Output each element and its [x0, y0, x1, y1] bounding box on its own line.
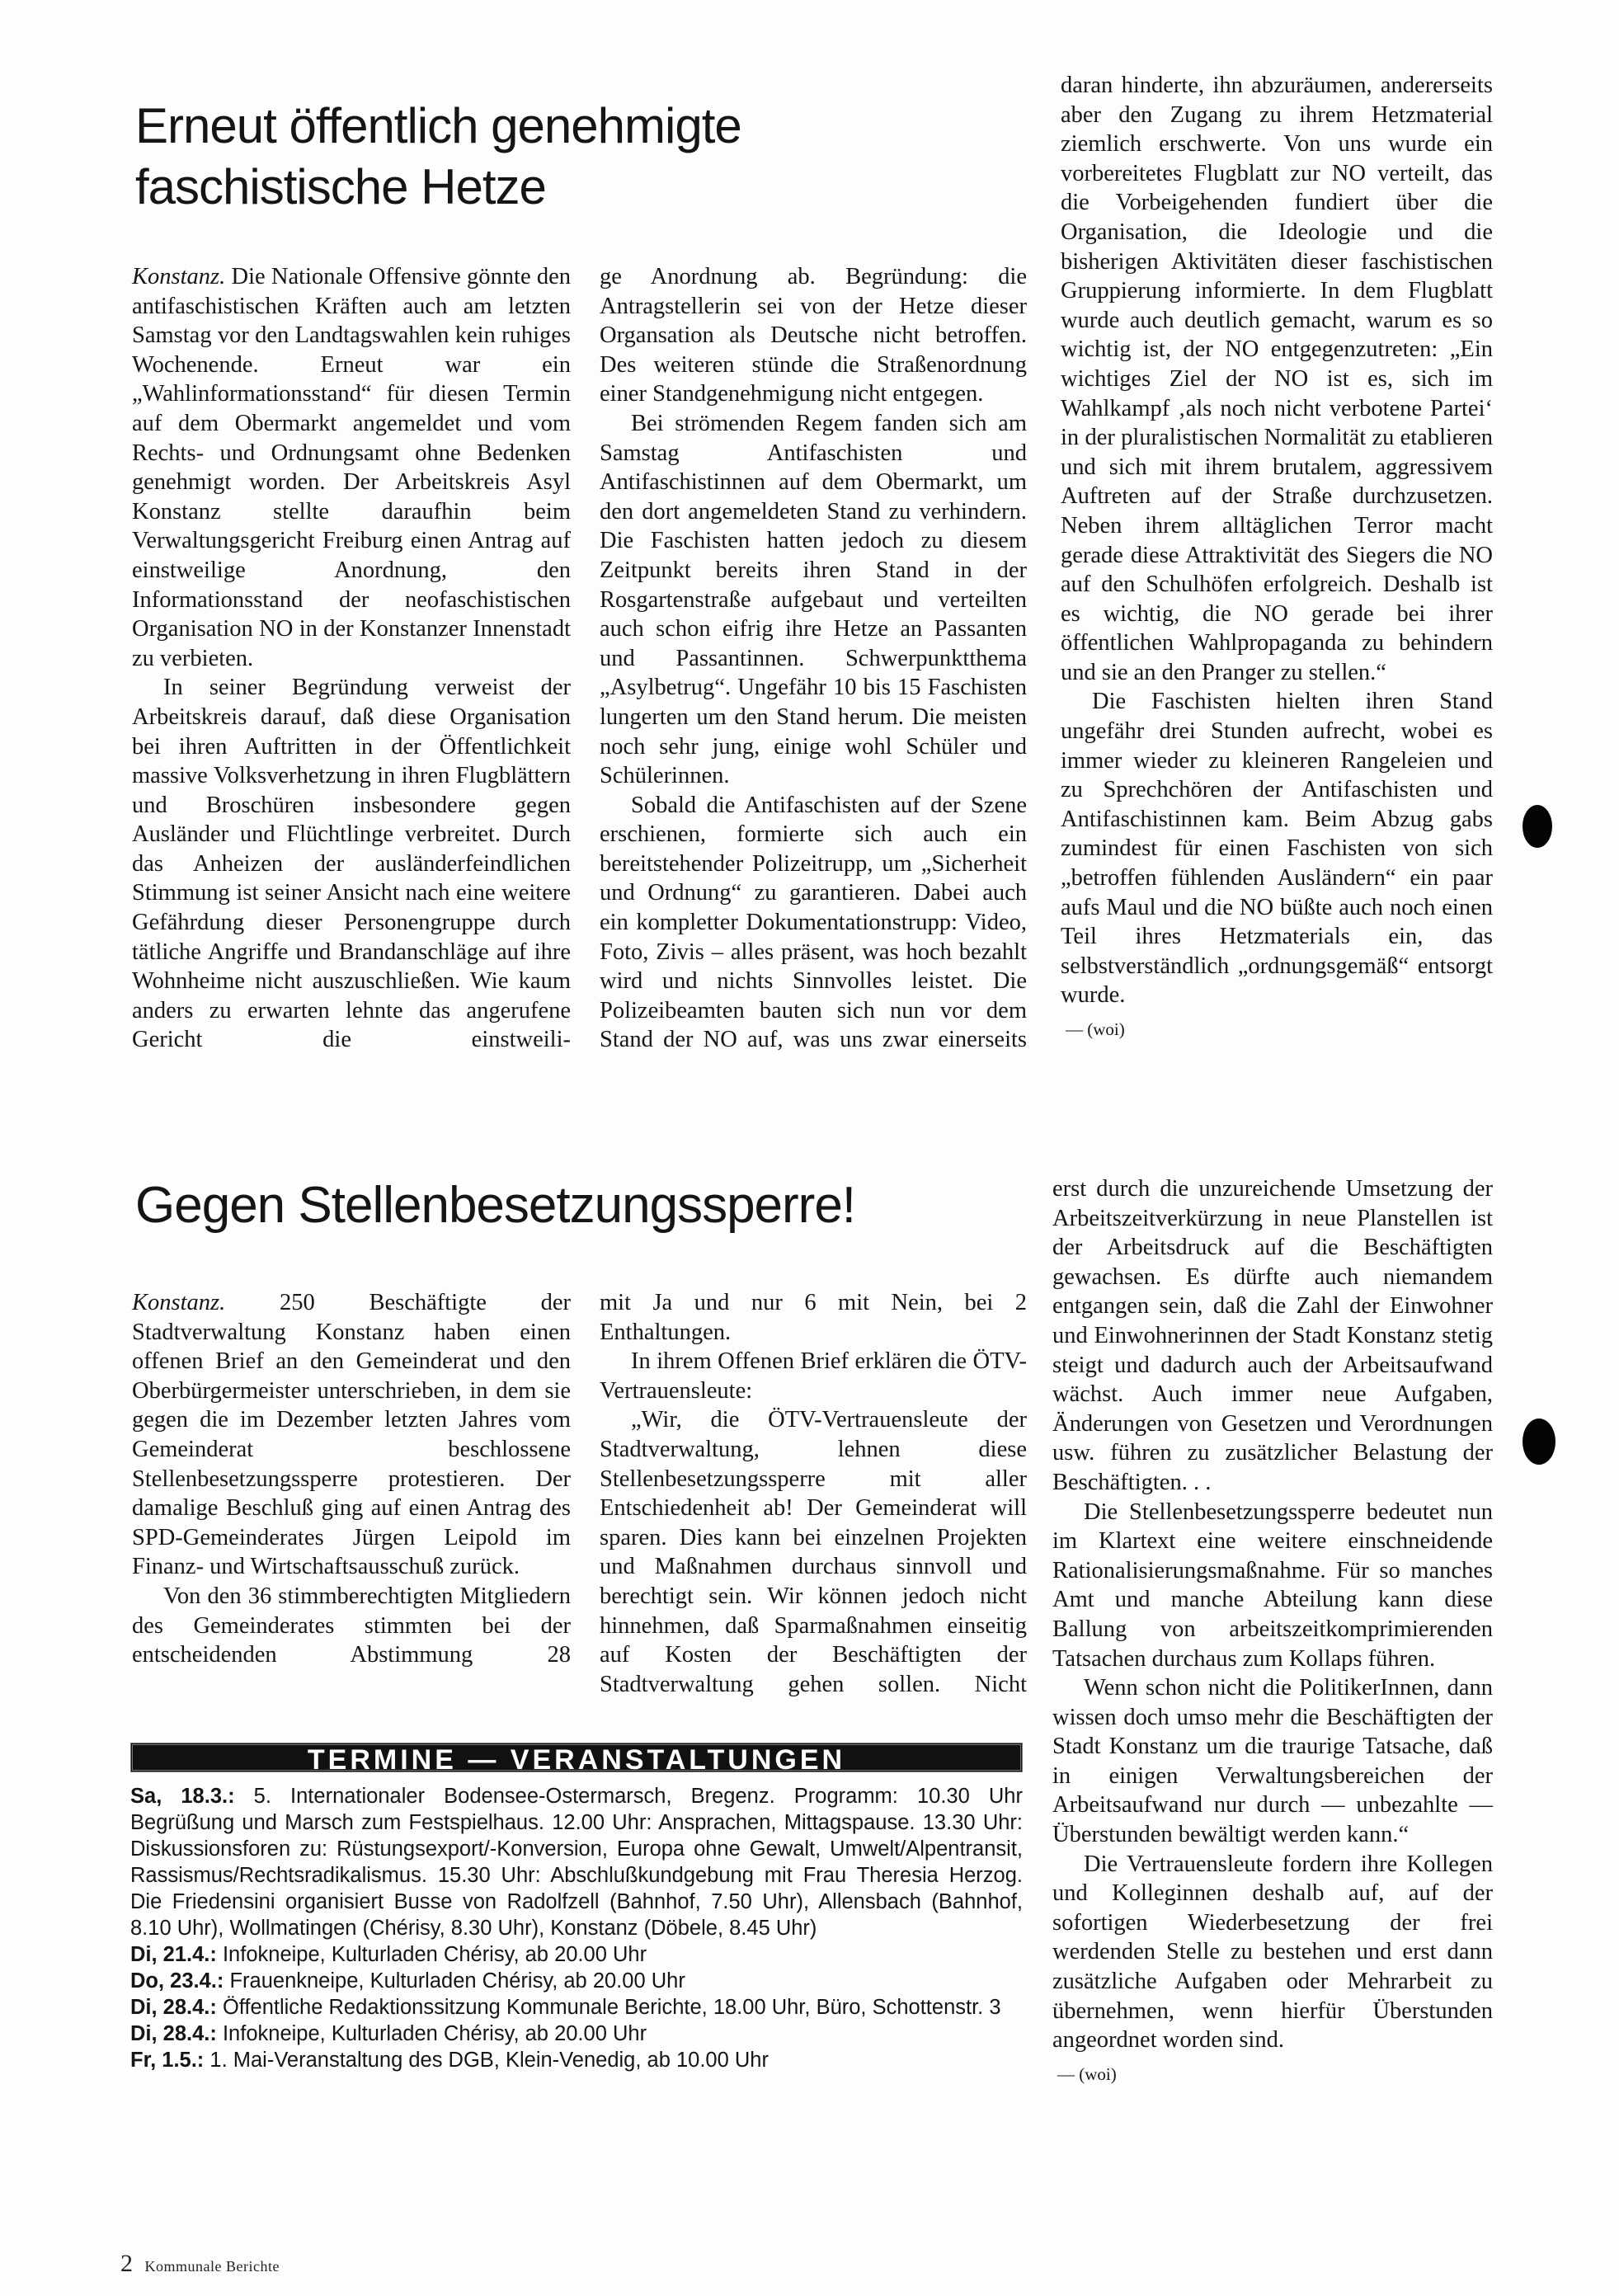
- event-item: [130, 1783, 1023, 1941]
- paragraph: Sobald die Antifaschisten auf der Szene erschienen, formierte sich auch ein bereitstehender Polizeitrupp, um „Sicherheit und Ordnung“ zu garantieren. Dabei auch ein kompletter Dokumentationstrupp: Video, Foto, Zivis – alles präsent, was hoch bezahlt wird und nichts Sinnvolles leistet. Die Polizeibeamten bauten sich nun vor dem Stand der NO auf, was uns zwar einerseits: [600, 792, 1027, 1053]
- paragraph: Die Stellenbesetzungssperre bedeutet nun im Klartext eine weitere einschneidende Rationalisierungsmaßnahme. Für so manches Amt und manche Abteilung kann diese Ballung von arbeitszeitkomprimierenden Tatsachen durchaus zum Kollaps führen.: [1052, 1499, 1493, 1672]
- paragraph: Die Vertrauensleute fordern ihre Kollegen und Kolleginnen deshalb auf, auf der sofortigen Wiederbesetzung der frei werdenden Stelle zu bestehen und erst dann zusätzliche Aufgaben oder Mehrarbeit zu übernehmen, wenn hierfür Überstunden angeordnet worden sind.: [1052, 1851, 1493, 2054]
- article-headline: Gegen Stellenbesetzungssperre!: [135, 1177, 856, 1234]
- event-text: 5. Internationaler Bodensee-Ostermarsch, Bregenz. Programm: 10.30 Uhr Begrüßung und Marsch zum Festspielhaus. 12.00 Uhr: Ansprachen, Mittagspause. 13.30 Uhr: Diskussionsforen zu: Rüstungsexport/-Konversion, Europa ohne Gewalt, Umwelt/Alpentransit, Rassismus/Rechtsradikalismus. 15.30 Uhr: Abschlußkundgebung mit Frau Theresia Herzog. Die Friedensini organisiert Busse von Radolfzell (Bahnhof, 7.50 Uhr), Allensbach (Bahnhof, 8.10 Uhr), Wollmatingen (Chérisy, 8.30 Uhr), Konstanz (Döbele, 8.45 Uhr): [130, 1785, 1023, 1940]
- author-signature: — (woi): [1066, 1019, 1125, 1039]
- paragraph: Bei strömenden Regem fanden sich am Samstag Antifaschisten und Antifaschistinnen auf dem Obermarkt, um den dort angemeldeten Stand zu verhindern. Die Faschisten hatten jedoch zu diesem Zeitpunkt bereits ihren Stand in der Rosgartenstraße aufgebaut und verteilten auch schon eifrig ihre Hetze an Passanten und Passantinnen. Schwerpunktthema „Asylbetrug“. Ungefähr 10 bis 15 Faschisten lungerten um den Stand herum. Die meisten noch sehr jung, einige wohl Schüler und Schülerinnen.: [600, 410, 1027, 789]
- dateline: Konstanz.: [132, 264, 226, 289]
- article1-column-1: [132, 262, 571, 1055]
- event-date: Di, 21.4.:: [130, 1943, 217, 1966]
- event-date: Fr, 1.5.:: [130, 2049, 205, 2072]
- paragraph: ge Anordnung ab. Begründung: die Antragstellerin sei von der Hetze dieser Organsation als Deutsche nicht betroffen. Des weiteren stünde die Straßenordnung einer Standgenehmigung nicht entgegen.: [600, 264, 1027, 407]
- article-headline: [135, 96, 1001, 218]
- event-text: Frauenkneipe, Kulturladen Chérisy, ab 20.00 Uhr: [224, 1969, 685, 1993]
- paragraph: erst durch die unzureichende Umsetzung der Arbeitszeitverkürzung in neue Planstellen ist der Arbeitsdruck auf die Beschäftigten gewachsen. Es dürfte auch niemandem entgangen sein, daß die Zahl der Einwohner und Einwohnerinnen der Stadt Konstanz stetig steigt und dadurch auch der Arbeitsaufwand wächst. Auch immer neue Aufgaben, Änderungen von Gesetzen und Verordnungen usw. führen zu zusätzlicher Belastung der Beschäftigten. . .: [1052, 1176, 1493, 1495]
- paragraph: daran hinderte, ihn abzuräumen, andererseits aber den Zugang zu ihrem Hetzmaterial ziemlich erschwerte. Von uns wurde ein vorbereitetes Flugblatt zur NO verteilt, das die Vorbeigehenden fundiert über die Organisation, die Ideologie und die bisherigen Aktivitäten dieser faschistischen Gruppierung informierte. In dem Flugblatt wurde auch deutlich gemacht, warum es so wichtig ist, der NO entgegenzutreten: „Ein wichtiges Ziel der NO ist es, sich im Wahlkampf ‚als noch nicht verbotene Partei‘ in der pluralistischen Normalität zu etablieren und sich mit ihrem brutalem, aggressivem Auftreten auf der Straße durchzusetzen. Neben ihrem alltäglichen Terror macht gerade diese Attraktivität des Siegers die NO auf den Schulhöfen erfolgreich. Deshalb ist es wichtig, die NO gerade bei ihrer öffentlichen Wahlpropaganda zu behindern und sie an den Pranger zu stellen.“: [1061, 73, 1493, 685]
- article2-column-1: [132, 1288, 571, 1670]
- event-date: Di, 28.4.:: [130, 1996, 217, 2019]
- page-number: 2: [120, 2250, 133, 2277]
- paragraph: Von den 36 stimmberechtigten Mitgliedern des Gemeinderates stimmten bei der entscheidenden Abstimmung 28: [132, 1583, 571, 1668]
- article2-column-3: [1052, 1174, 1493, 2089]
- paragraph-text: 250 Beschäftigte der Stadtverwaltung Konstanz haben einen offenen Brief an den Gemeinderat und den Oberbürgermeister unterschrieben, in dem sie gegen die im Dezember letzten Jahres vom Gemeinderat beschlossene Stellenbesetzungssperre protestieren. Der damalige Beschluß ging auf einen Antrag des SPD-Gemeinderates Jürgen Leipold im Finanz- und Wirtschaftsausschuß zurück.: [132, 1290, 571, 1580]
- events-banner: TERMINE — VERANSTALTUNGEN: [130, 1743, 1023, 1772]
- paragraph: [132, 262, 571, 673]
- event-date: Sa, 18.3.:: [130, 1785, 235, 1808]
- events-list: [130, 1783, 1023, 2073]
- paragraph: „Wir, die ÖTV-Vertrauensleute der Stadtverwaltung, lehnen diese Stellenbesetzungssperre mit aller Entschiedenheit ab! Der Gemeinderat will sparen. Dies kann bei einzelnen Projekten und Maßnahmen durchaus sinnvoll und berechtigt sein. Wir können jedoch nicht hinnehmen, daß Sparmaßnahmen einseitig auf Kosten der Beschäftigten der Stadtverwaltung gehen sollen. Nicht: [600, 1407, 1027, 1697]
- event-text: Infokneipe, Kulturladen Chérisy, ab 20.00 Uhr: [216, 1943, 647, 1966]
- paragraph: In ihrem Offenen Brief erklären die ÖTV-Vertrauensleute:: [600, 1348, 1027, 1404]
- article1-column-2: [600, 262, 1027, 1055]
- paragraph-text: Die Nationale Offensive gönnte den antifaschistischen Kräften auch am letzten Samstag vor den Landtagswahlen kein ruhiges Wochenende. Erneut war ein „Wahlinformationsstand“ für diesen Termin auf dem Obermarkt angemeldet und vom Rechts- und Ordnungsamt ohne Bedenken genehmigt worden. Der Arbeitskreis Asyl Konstanz stellte daraufhin beim Verwaltungsgericht Freiburg einen Antrag auf einstweilige Anordnung, den Informationsstand der neofaschistischen Organisation NO in der Konstanzer Innenstadt zu verbieten.: [132, 264, 571, 671]
- event-item: [130, 1941, 1023, 1968]
- punch-hole: [1523, 1419, 1555, 1465]
- paragraph: Wenn schon nicht die PolitikerInnen, dann wissen doch umso mehr die Beschäftigten der Stadt Konstanz um die traurige Tatsache, daß in einigen Verwaltungsbereichen der Arbeitsaufwand nur durch — unbezahlte — Überstunden bewältigt werden kann.“: [1052, 1675, 1493, 1848]
- event-text: 1. Mai-Veranstaltung des DGB, Klein-Venedig, ab 10.00 Uhr: [204, 2049, 769, 2072]
- paragraph: [132, 1288, 571, 1582]
- headline-line: Erneut öffentlich genehmigte: [135, 98, 741, 153]
- dateline: Konstanz.: [132, 1290, 226, 1315]
- article2-column-2: [600, 1288, 1027, 1699]
- paragraph: Die Faschisten hielten ihren Stand ungefähr drei Stunden aufrecht, wobei es immer wieder zu kleineren Rangeleien und zu Sprechchören der Antifaschisten und Antifaschistinnen kam. Beim Abzug gabs zumindest für einen Faschisten von sich „betroffen fühlenden Ausländern“ ein paar aufs Maul und die NO büßte auch noch einen Teil ihres Hetzmaterials ein, das selbstverständlich „ordnungsgemäß“ entsorgt wurde.: [1061, 689, 1493, 1009]
- event-date: Di, 28.4.:: [130, 2022, 217, 2045]
- event-item: [130, 2021, 1023, 2047]
- event-date: Do, 23.4.:: [130, 1969, 224, 1993]
- event-item: [130, 1968, 1023, 1994]
- publication-name: Kommunale Berichte: [144, 2258, 280, 2275]
- article1-column-3: [1061, 71, 1493, 1045]
- event-text: Öffentliche Redaktionssitzung Kommunale Berichte, 18.00 Uhr, Büro, Schottenstr. 3: [216, 1996, 1001, 2019]
- author-signature: — (woi): [1057, 2063, 1117, 2084]
- punch-hole: [1523, 805, 1552, 848]
- event-item: [130, 2047, 1023, 2073]
- headline-line: faschistische Hetze: [135, 159, 546, 214]
- event-text: Infokneipe, Kulturladen Chérisy, ab 20.00 Uhr: [216, 2022, 647, 2045]
- paragraph: In seiner Begründung verweist der Arbeitskreis darauf, daß diese Organisation bei ihren Auftritten in der Öffentlichkeit massive Volksverhetzung in ihren Flugblättern und Broschüren insbesondere gegen Ausländer und Flüchtlinge verbreitet. Durch das Anheizen der ausländerfeindlichen Stimmung ist seiner Ansicht nach eine weitere Gefährdung dieser Personengruppe durch tätliche Angriffe und Brandanschläge auf ihre Wohnheime nicht auszuschließen. Wie kaum anders zu erwarten lehnte das angerufene Gericht die einstweili-: [132, 675, 571, 1053]
- page-footer: [120, 2250, 280, 2278]
- event-item: [130, 1994, 1023, 2021]
- paragraph: mit Ja und nur 6 mit Nein, bei 2 Enthaltungen.: [600, 1290, 1027, 1345]
